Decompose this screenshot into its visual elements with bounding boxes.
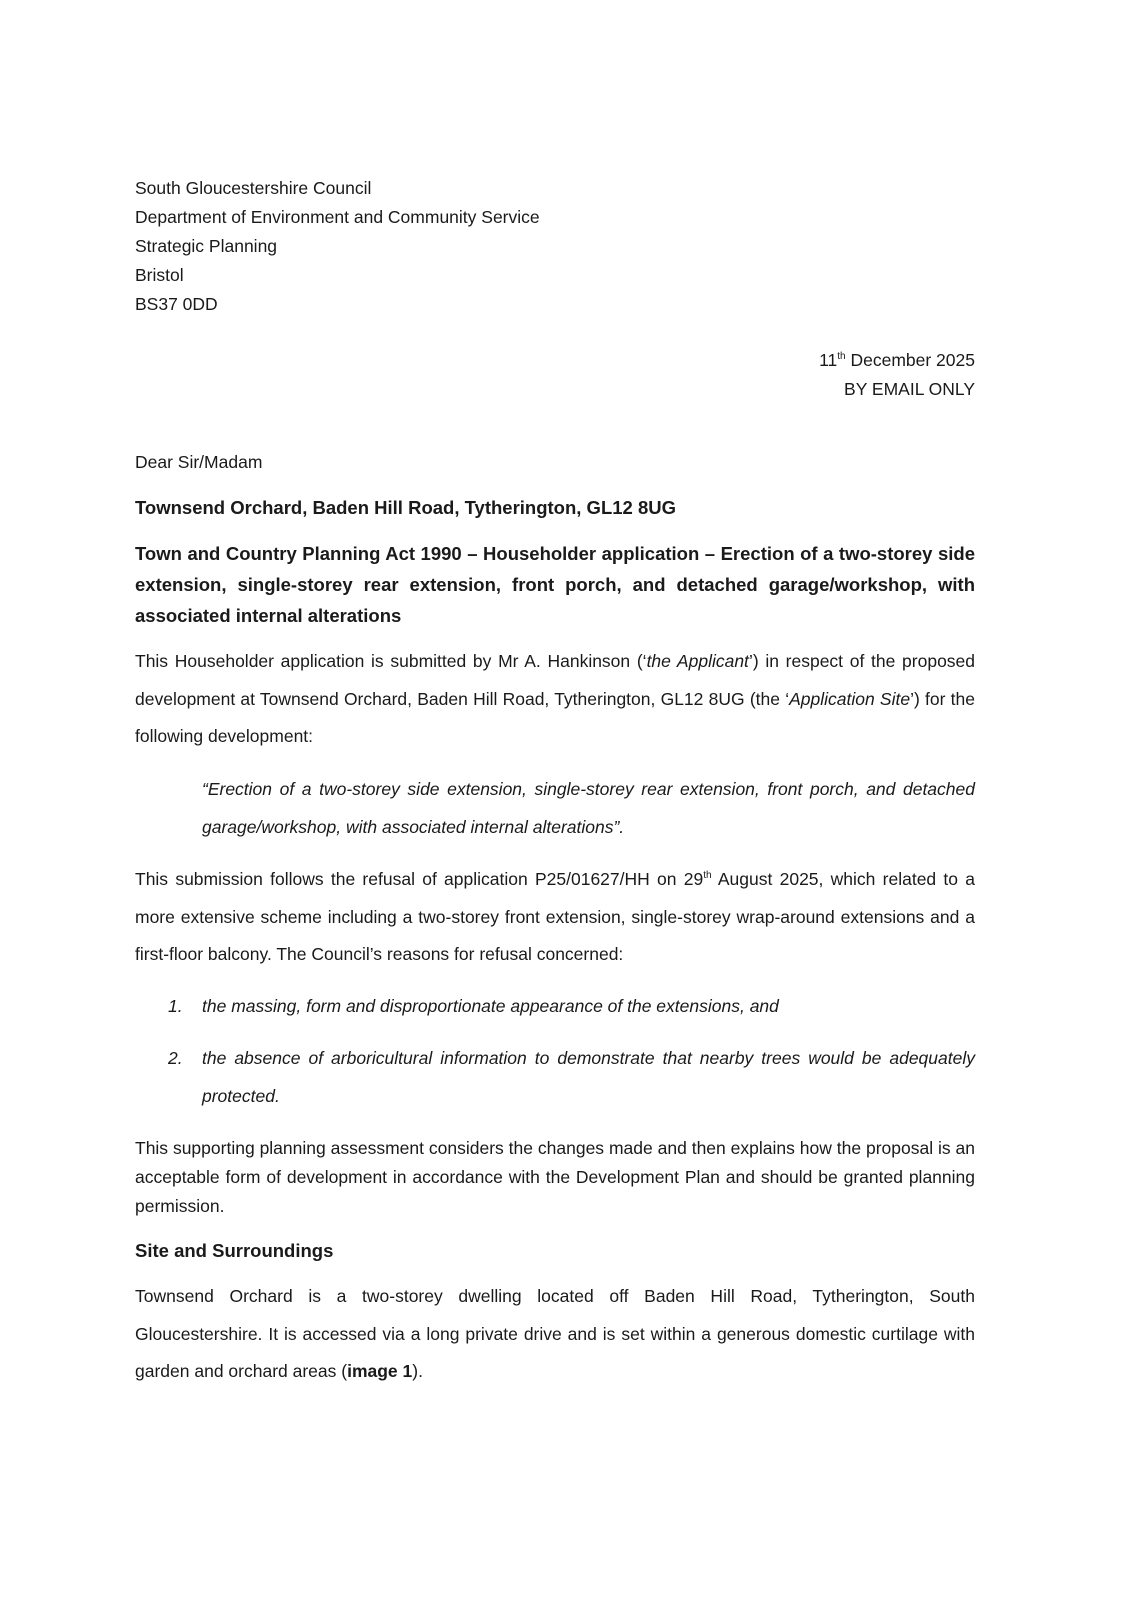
text: ’) in respect of the proposed development at Townsend Orchard, Baden Hill Road, Tytherington, GL12 8UG (the ‘ [135, 651, 976, 709]
refusal-paragraph [135, 861, 975, 974]
site-paragraph [135, 1278, 975, 1391]
section-heading: Site and Surroundings [135, 1240, 334, 1261]
application-title: Town and Country Planning Act 1990 – Householder application – Erection of a two-storey side extension, single-storey rear extension, front porch, and detached garage/workshop, with associated internal alterations [135, 543, 975, 626]
assessment-paragraph: This supporting planning assessment considers the changes made and then explains how the proposal is an acceptable form of development in accordance with the Development Plan and should be granted planning permission. [135, 1138, 975, 1216]
text-italic: Application Site [789, 688, 911, 709]
salutation: Dear Sir/Madam [135, 452, 263, 472]
reason-list-item [168, 988, 975, 1026]
text-bold: image 1 [347, 1361, 413, 1381]
address-line: Bristol [135, 265, 184, 285]
address-line: Department of Environment and Community Service [135, 207, 540, 227]
text: This submission follows the refusal of application P25/01627/HH on 29 [135, 869, 704, 889]
list-number: 2. [168, 1048, 183, 1068]
list-text: the massing, form and disproportionate appearance of the extensions, and [202, 996, 779, 1016]
recipient-address [135, 174, 975, 319]
delivery-note: BY EMAIL ONLY [844, 379, 975, 399]
date-suffix: th [837, 351, 846, 363]
letter-date-block [135, 346, 975, 404]
text: August 2025, which related to a more extensive scheme including a two-storey front extension, single-storey wrap-around extensions and a first-floor balcony. The Council’s reasons for refusal concerned: [135, 869, 975, 964]
text: Townsend Orchard is a two-storey dwelling located off Baden Hill Road, Tytherington, South Gloucestershire. It is accessed via a long private drive and is set within a generous domestic curtilage with garden and orchard areas ( [135, 1286, 975, 1381]
list-text: the absence of arboricultural information to demonstrate that nearby trees would be adequately protected. [202, 1048, 975, 1106]
list-number: 1. [168, 996, 183, 1016]
reason-list-item [168, 1040, 975, 1115]
text: ’) for the following development: [135, 688, 975, 746]
date-rest: December 2025 [845, 350, 975, 370]
development-quote: “Erection of a two-storey side extension, single-storey rear extension, front porch, and detached garage/workshop, with associated internal alterations”. [202, 779, 975, 837]
text-italic: the Applicant [646, 651, 749, 671]
address-line: Strategic Planning [135, 236, 278, 256]
address-line: South Gloucestershire Council [135, 178, 372, 198]
site-heading: Townsend Orchard, Baden Hill Road, Tytherington, GL12 8UG [135, 497, 677, 518]
text: This Householder application is submitted by Mr A. Hankinson (‘ [135, 651, 647, 671]
intro-paragraph [135, 643, 975, 756]
letter-date [135, 346, 975, 375]
date-day: 11 [819, 350, 838, 370]
text: ). [412, 1361, 423, 1381]
superscript: th [703, 870, 712, 882]
address-line: BS37 0DD [135, 294, 218, 314]
